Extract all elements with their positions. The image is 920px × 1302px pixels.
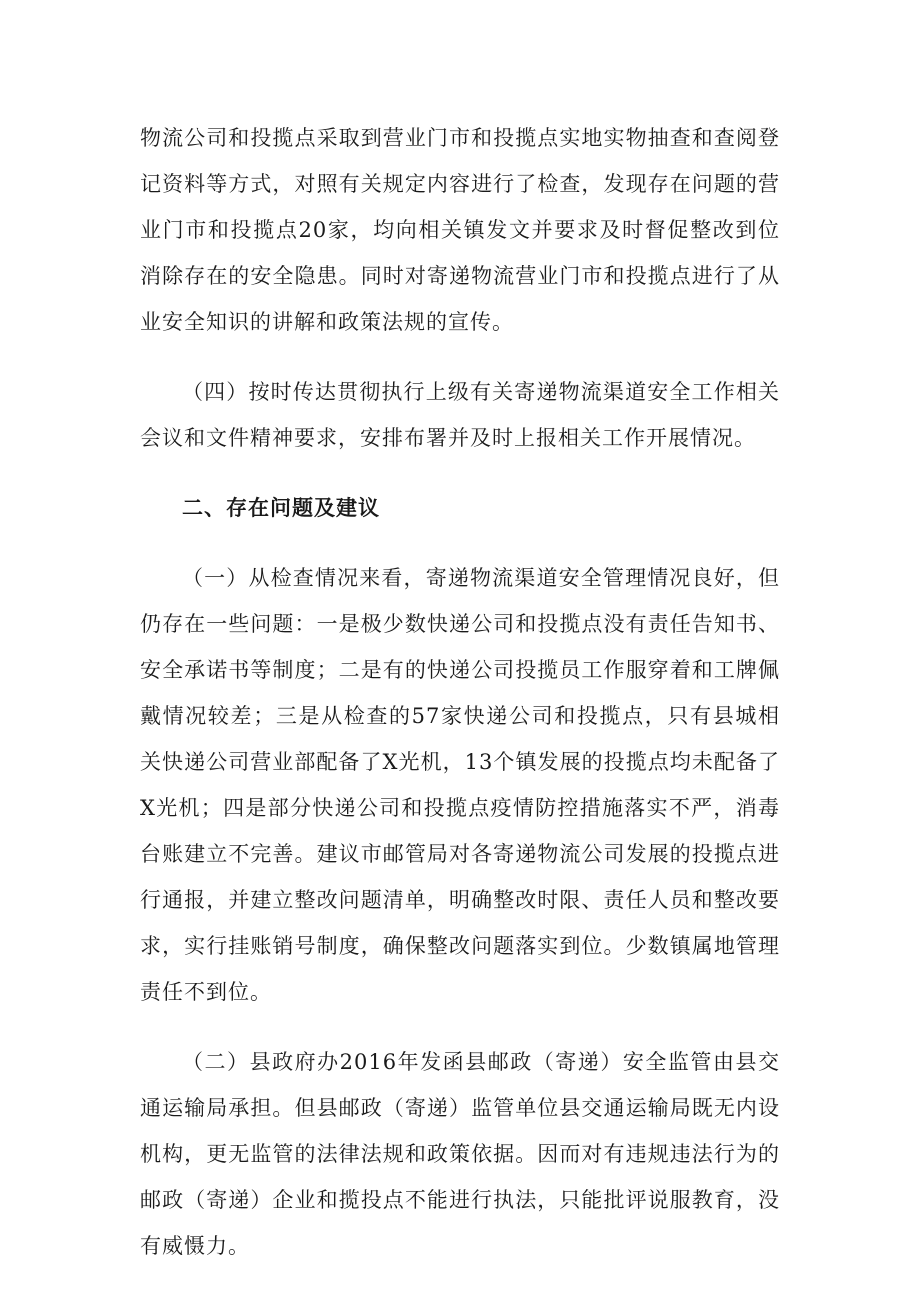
document-body [140, 115, 780, 1293]
section-heading: 二、存在问题及建议 [182, 495, 380, 520]
paragraph-item-one: （一）从检查情况来看，寄递物流渠道安全管理情况良好，但仍存在一些问题：一是极少数快递公司和投揽点没有责任告知书、安全承诺书等制度；二是有的快递公司投揽员工作服穿着和工牌佩戴情况较差；三是从检查的57家快递公司和投揽点，只有县城相关快递公司营业部配备了X光机，13个镇发展的投揽点均未配备了X光机；四是部分快递公司和投揽点疫情防控措施落实不严，消毒台账建立不完善。建议市邮管局对各寄递物流公司发展的投揽点进行通报，并建立整改问题清单，明确整改时限、责任人员和整改要求，实行挂账销号制度，确保整改问题落实到位。少数镇属地管理责任不到位。 [140, 566, 780, 1004]
paragraph-item-two: （二）县政府办2016年发函县邮政（寄递）安全监管由县交通运输局承担。但县邮政（寄递）监管单位县交通运输局既无内设机构，更无监管的法律法规和政策依据。因而对有违规违法行为的邮政（寄递）企业和揽投点不能进行执法，只能批评说服教育，没有威慑力。 [140, 1050, 780, 1258]
paragraph-continuation: 物流公司和投揽点采取到营业门市和投揽点实地实物抽查和查阅登记资料等方式，对照有关规定内容进行了检查，发现存在问题的营业门市和投揽点20家，均向相关镇发文并要求及时督促整改到位消除存在的安全隐患。同时对寄递物流营业门市和投揽点进行了从业安全知识的讲解和政策法规的宣传。 [140, 126, 780, 334]
paragraph-item-four: （四）按时传达贯彻执行上级有关寄递物流渠道安全工作相关会议和文件精神要求，安排布署并及时上报相关工作开展情况。 [140, 380, 780, 450]
